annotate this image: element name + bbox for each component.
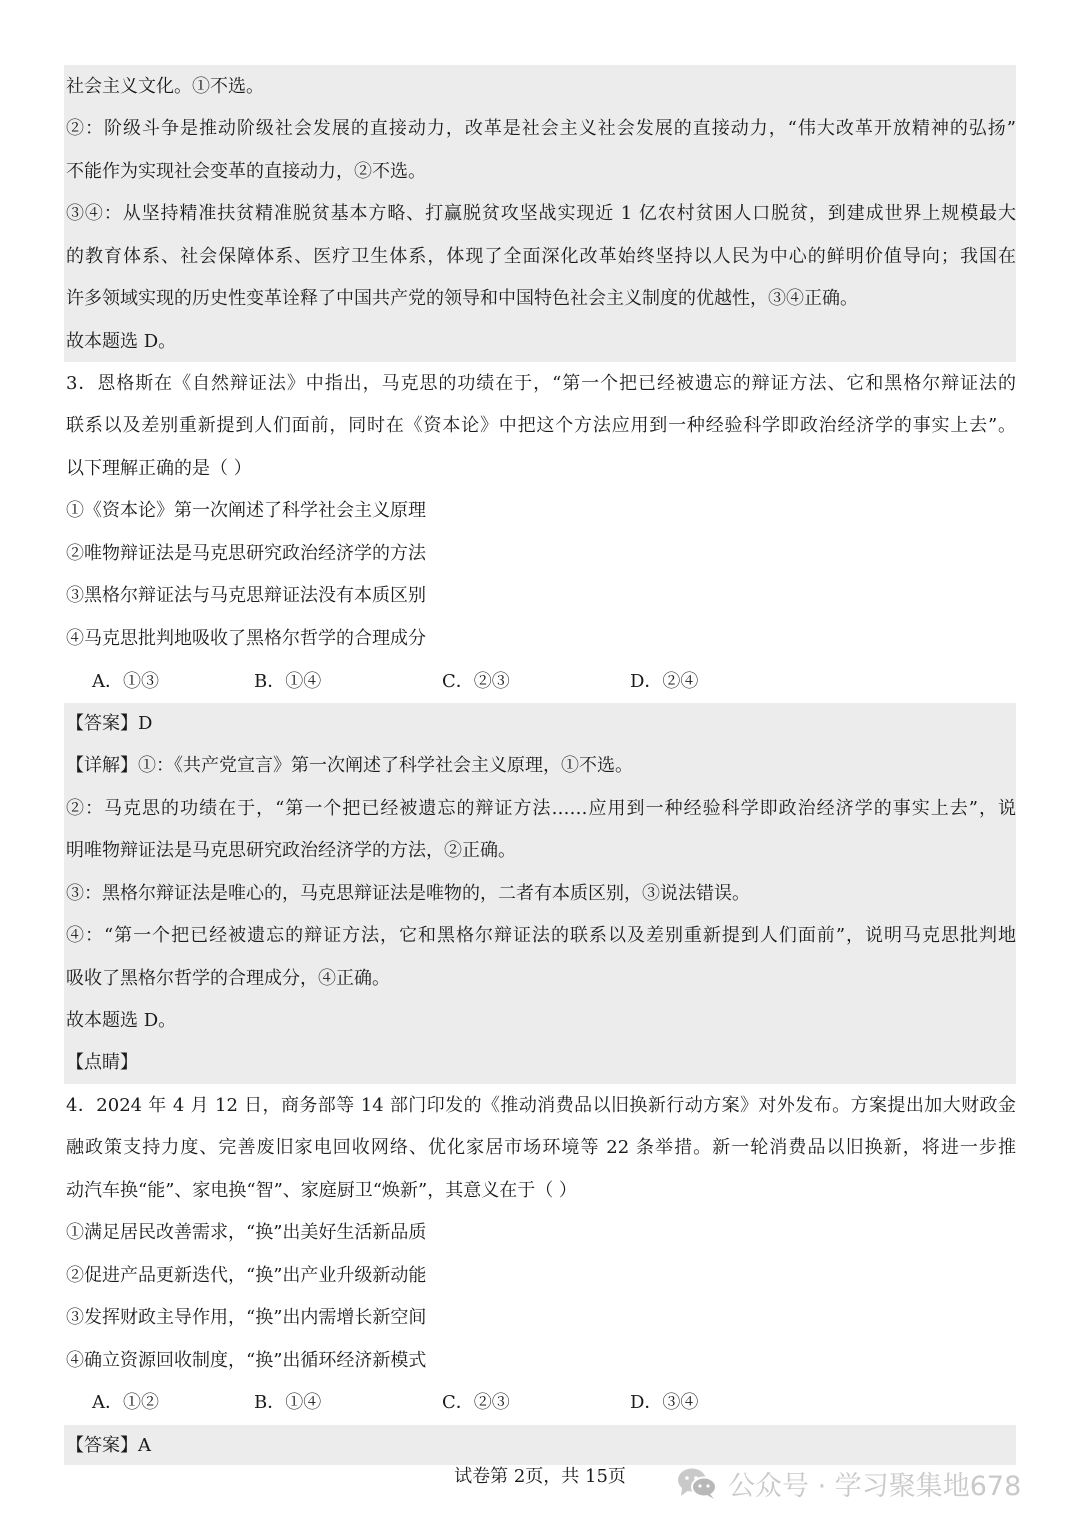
question-3-item: ①《资本论》第一次阐述了科学社会主义原理 bbox=[66, 500, 426, 521]
question-3-item: ④马克思批判地吸收了黑格尔哲学的合理成分 bbox=[66, 628, 426, 649]
page-footer: 试卷第 2页，共 15页 bbox=[454, 1466, 626, 1487]
question-3-item: ②唯物辩证法是马克思研究政治经济学的方法 bbox=[66, 543, 426, 564]
question-4-stem: 4．2024 年 4 月 12 日，商务部等 14 部门印发的《推动消费品以旧换新行动方案》对外发布。方案提出加大财政金 bbox=[66, 1095, 1016, 1116]
question-4-item: ③发挥财政主导作用，“换”出内需增长新空间 bbox=[66, 1307, 427, 1328]
question-3-explanation: ②：马克思的功绩在于，“第一个把已经被遗忘的辩证方法……应用到一种经验科学即政治经济学的事实上去”，说 bbox=[66, 798, 1016, 819]
question-3-stem: 以下理解正确的是（ ） bbox=[66, 458, 252, 479]
question-3-item: ③黑格尔辩证法与马克思辩证法没有本质区别 bbox=[66, 585, 426, 606]
wechat-logo-icon bbox=[676, 1466, 718, 1500]
question-3-answer: 【答案】D bbox=[66, 713, 153, 734]
explanation-line: 的教育体系、社会保障体系、医疗卫生体系，体现了全面深化改革始终坚持以人民为中心的鲜明价值导向；我国在 bbox=[66, 246, 1016, 267]
question-3-explanation: ③：黑格尔辩证法是唯心的，马克思辩证法是唯物的，二者有本质区别，③说法错误。 bbox=[66, 883, 750, 904]
explanation-line: 社会主义文化。①不选。 bbox=[66, 76, 264, 97]
question-3-explanation: 明唯物辩证法是马克思研究政治经济学的方法，②正确。 bbox=[66, 840, 516, 861]
question-3-explanation: 故本题选 D。 bbox=[66, 1010, 177, 1031]
question-3-explanation: 吸收了黑格尔哲学的合理成分，④正确。 bbox=[66, 968, 390, 989]
watermark-text: 公众号 · 学习聚集地678 bbox=[728, 1470, 1022, 1502]
explanation-line: 不能作为实现社会变革的直接动力，②不选。 bbox=[66, 161, 426, 182]
question-3-option-a: A．①③ bbox=[92, 671, 159, 692]
watermark bbox=[676, 1463, 1021, 1503]
question-4-option-a: A．①② bbox=[92, 1392, 159, 1413]
question-4-option-b: B．①④ bbox=[254, 1392, 322, 1413]
question-4-option-c: C．②③ bbox=[442, 1392, 510, 1413]
question-4-item: ①满足居民改善需求，“换”出美好生活新品质 bbox=[66, 1222, 427, 1243]
question-4-answer: 【答案】A bbox=[66, 1435, 151, 1456]
question-3-option-c: C．②③ bbox=[442, 671, 510, 692]
explanation-line: ③④：从坚持精准扶贫精准脱贫基本方略、打赢脱贫攻坚战实现近 1 亿农村贫困人口脱贫，到建成世界上规模最大 bbox=[66, 203, 1016, 224]
explanation-line: ②：阶级斗争是推动阶级社会发展的直接动力，改革是社会主义社会发展的直接动力，“伟大改革开放精神的弘扬” bbox=[66, 118, 1016, 139]
question-3-stem: 联系以及差别重新提到人们面前，同时在《资本论》中把这个方法应用到一种经验科学即政治经济学的事实上去”。 bbox=[66, 415, 1016, 436]
explanation-line: 许多领域实现的历史性变革诠释了中国共产党的领导和中国特色社会主义制度的优越性，③④正确。 bbox=[66, 288, 858, 309]
question-3-option-b: B．①④ bbox=[254, 671, 322, 692]
question-3-explanation: ④：“第一个把已经被遗忘的辩证方法，它和黑格尔辩证法的联系以及差别重新提到人们面前”，说明马克思批判地 bbox=[66, 925, 1016, 946]
question-3-explanation: 【详解】①：《共产党宣言》第一次阐述了科学社会主义原理，①不选。 bbox=[66, 755, 633, 776]
question-4-item: ②促进产品更新迭代，“换”出产业升级新动能 bbox=[66, 1265, 427, 1286]
question-3-stem: 3．恩格斯在《自然辩证法》中指出，马克思的功绩在于，“第一个把已经被遗忘的辩证方法、它和黑格尔辩证法的 bbox=[66, 373, 1016, 394]
question-3-option-d: D．②④ bbox=[630, 671, 699, 692]
explanation-line: 故本题选 D。 bbox=[66, 331, 177, 352]
question-4-item: ④确立资源回收制度，“换”出循环经济新模式 bbox=[66, 1350, 427, 1371]
question-4-stem: 动汽车换“能”、家电换“智”、家庭厨卫“焕新”，其意义在于（ ） bbox=[66, 1180, 577, 1201]
question-3-remark: 【点睛】 bbox=[66, 1052, 138, 1073]
question-4-stem: 融政策支持力度、完善废旧家电回收网络、优化家居市场环境等 22 条举措。新一轮消费品以旧换新，将进一步推 bbox=[66, 1137, 1016, 1158]
question-4-option-d: D．③④ bbox=[630, 1392, 699, 1413]
